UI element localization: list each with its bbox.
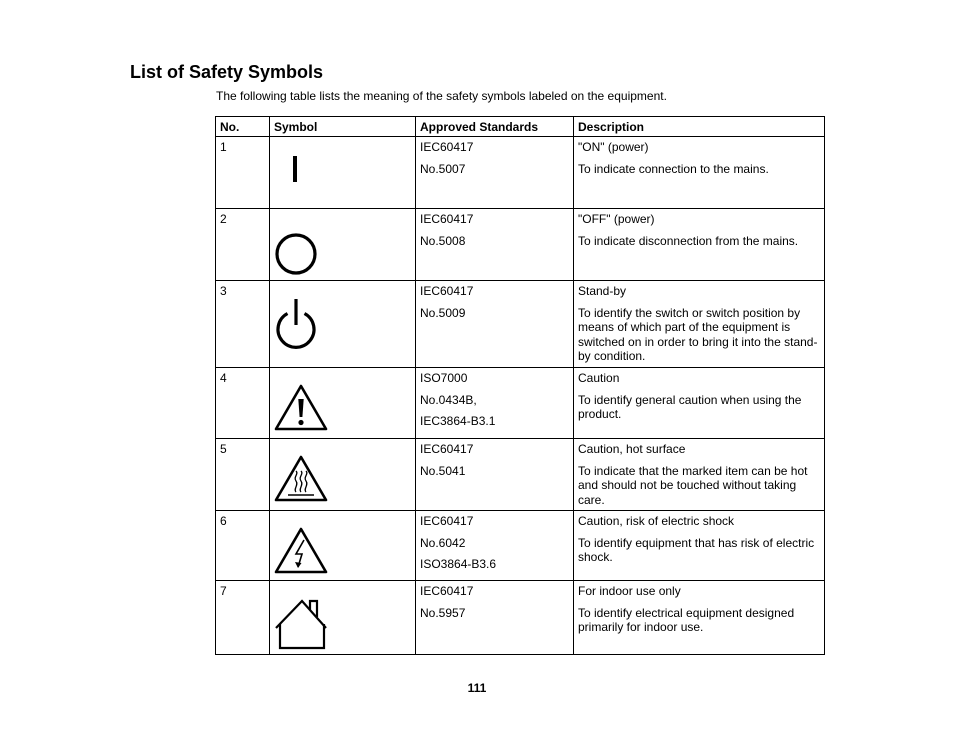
row-number: 6	[220, 514, 227, 528]
standards-cell	[416, 581, 574, 655]
row-no-cell	[216, 439, 270, 511]
description-body: To indicate disconnection from the mains.	[578, 233, 799, 248]
standard-line: No.5008	[420, 233, 466, 248]
safety-symbols-table	[215, 116, 825, 655]
standard-line: IEC60417	[420, 140, 474, 154]
description-cell	[574, 209, 825, 281]
standard-line: No.5009	[420, 305, 466, 320]
row-number: 1	[220, 140, 227, 154]
description-cell	[574, 439, 825, 511]
standard-line: No.5007	[420, 161, 466, 176]
table-header-row	[216, 117, 825, 137]
page-title: List of Safety Symbols	[130, 62, 324, 82]
table-row	[216, 209, 825, 281]
row-no-cell	[216, 581, 270, 655]
header-description: Description	[574, 117, 825, 137]
standard-line: No.5041	[420, 463, 466, 478]
description-title: Caution, hot surface	[578, 442, 686, 456]
standard-line: No.6042	[420, 535, 466, 550]
standards-cell	[416, 511, 574, 581]
standard-line: IEC60417	[420, 584, 474, 598]
description-cell	[574, 137, 825, 209]
indoor-use-house-icon	[274, 598, 328, 650]
standby-power-icon	[274, 297, 318, 349]
description-title: For indoor use only	[578, 584, 681, 598]
caution-triangle-icon	[273, 383, 329, 433]
row-no-cell	[216, 511, 270, 581]
row-no-cell	[216, 281, 270, 368]
header-no: No.	[216, 117, 270, 137]
symbol-cell	[270, 439, 416, 511]
header-symbol: Symbol	[270, 117, 416, 137]
standard-line: IEC60417	[420, 212, 474, 226]
description-cell	[574, 281, 825, 368]
row-no-cell	[216, 137, 270, 209]
symbol-cell	[270, 281, 416, 368]
header-approved-standards: Approved Standards	[416, 117, 574, 137]
description-cell	[574, 368, 825, 439]
standards-cell	[416, 281, 574, 368]
description-title: Caution, risk of electric shock	[578, 514, 735, 528]
symbol-cell	[270, 209, 416, 281]
description-body: To indicate connection to the mains.	[578, 161, 769, 176]
table-row	[216, 281, 825, 368]
symbol-cell	[270, 368, 416, 439]
standard-line: IEC60417	[420, 514, 474, 528]
row-number: 3	[220, 284, 227, 298]
row-number: 5	[220, 442, 227, 456]
description-cell	[574, 581, 825, 655]
standard-line: ISO7000	[420, 371, 468, 385]
page-number: 111	[467, 681, 487, 695]
hot-surface-icon	[273, 454, 329, 504]
table-row	[216, 368, 825, 439]
table-row	[216, 439, 825, 511]
row-number: 2	[220, 212, 227, 226]
standard-line: No.5957	[420, 605, 466, 620]
standard-line: IEC60417	[420, 442, 474, 456]
row-number: 4	[220, 371, 227, 385]
symbol-cell	[270, 581, 416, 655]
standards-cell	[416, 368, 574, 439]
description-body: To indicate that the marked item can be hot and should not be touched without taking care.	[578, 463, 808, 507]
row-number: 7	[220, 584, 227, 598]
table-row	[216, 581, 825, 655]
description-body: To identify the switch or switch position by means of which part of the equipment is switched on in order to bring it into the stand-by condition.	[578, 305, 818, 363]
description-title: Stand-by	[578, 284, 627, 298]
standard-line: IEC3864-B3.1	[420, 414, 496, 428]
standards-cell	[416, 439, 574, 511]
row-no-cell	[216, 209, 270, 281]
intro-text: The following table lists the meaning of the safety symbols labeled on the equipment.	[216, 89, 667, 103]
description-title: Caution	[578, 371, 620, 385]
power-on-line-icon	[290, 154, 300, 186]
symbol-cell	[270, 137, 416, 209]
description-title: "ON" (power)	[578, 140, 649, 154]
description-cell	[574, 511, 825, 581]
description-title: "OFF" (power)	[578, 212, 655, 226]
power-off-circle-icon	[274, 232, 318, 276]
symbol-cell	[270, 511, 416, 581]
standards-cell	[416, 209, 574, 281]
standard-line: IEC60417	[420, 284, 474, 298]
electric-shock-icon	[273, 526, 329, 576]
table-row	[216, 511, 825, 581]
standards-cell	[416, 137, 574, 209]
standard-line: ISO3864-B3.6	[420, 557, 497, 571]
row-no-cell	[216, 368, 270, 439]
description-body: To identify equipment that has risk of electric shock.	[578, 535, 815, 564]
table-row	[216, 137, 825, 209]
standard-line: No.0434B,	[420, 392, 477, 407]
description-body: To identify electrical equipment designed primarily for indoor use.	[578, 605, 795, 634]
description-body: To identify general caution when using the product.	[578, 392, 802, 421]
